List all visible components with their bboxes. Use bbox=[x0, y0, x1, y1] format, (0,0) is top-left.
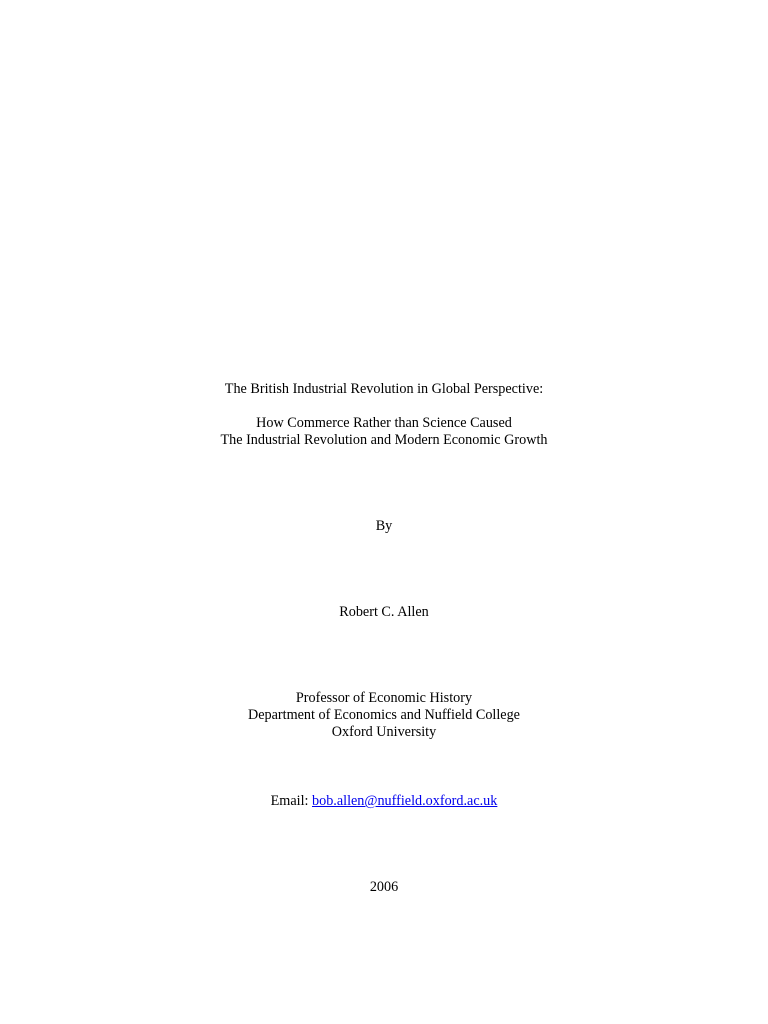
author-name: Robert C. Allen bbox=[339, 604, 429, 620]
author-department: Department of Economics and Nuffield College bbox=[248, 707, 520, 723]
document-subtitle-line-1: How Commerce Rather than Science Caused bbox=[256, 415, 512, 431]
email-label: Email: bbox=[270, 793, 312, 809]
publication-year: 2006 bbox=[369, 879, 399, 895]
document-subtitle-line-2: The Industrial Revolution and Modern Economic Growth bbox=[220, 432, 548, 448]
email-line bbox=[0, 793, 768, 810]
document-title: The British Industrial Revolution in Global Perspective: bbox=[224, 381, 544, 397]
author-university: Oxford University bbox=[331, 724, 437, 740]
by-label: By bbox=[375, 518, 393, 534]
author-position: Professor of Economic History bbox=[295, 690, 473, 706]
email-link[interactable]: bob.allen@nuffield.oxford.ac.uk bbox=[312, 793, 498, 809]
